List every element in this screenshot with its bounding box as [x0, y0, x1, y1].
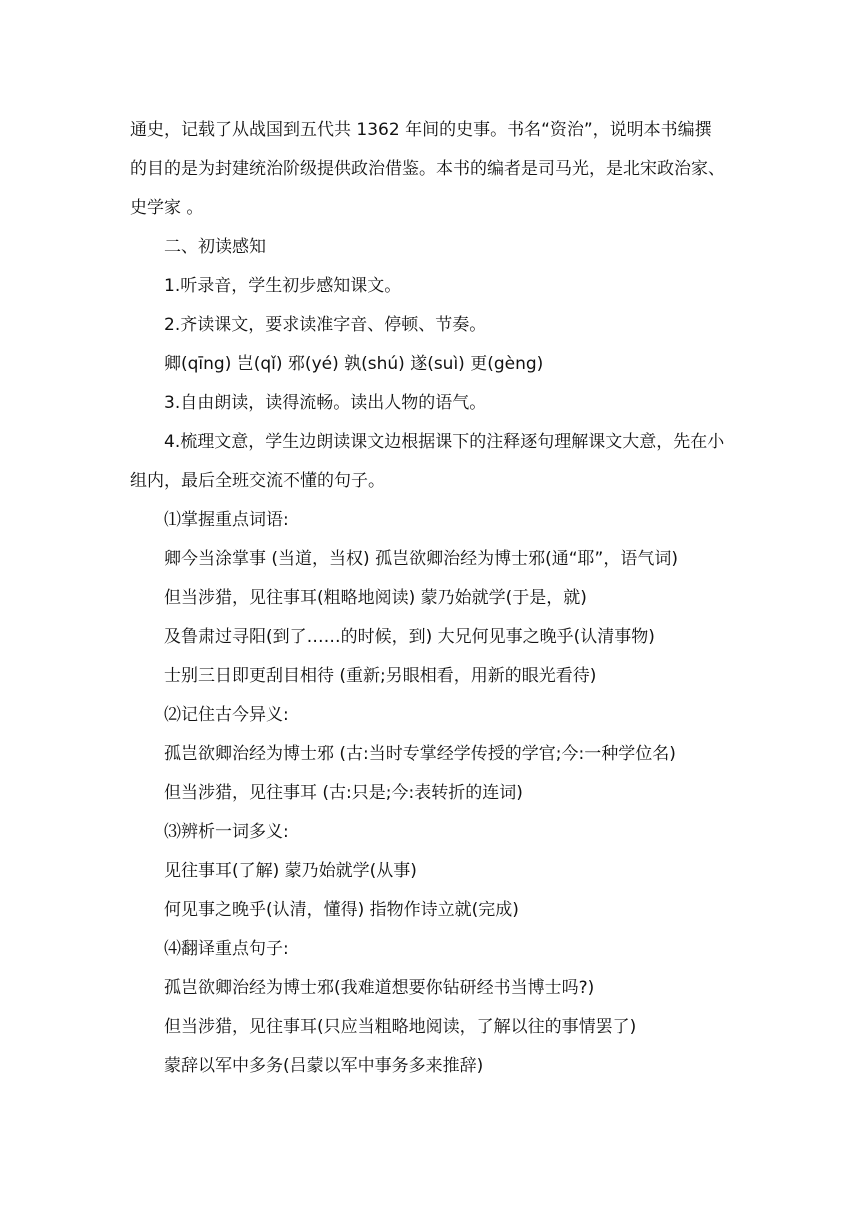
text-line: 组内，最后全班交流不懂的句子。 — [130, 471, 385, 491]
text-line: 的目的是为封建统治阶级提供政治借鉴。本书的编者是司马光，是北宋政治家、 — [130, 159, 725, 179]
text-line: 卿今当涂掌事 (当道，当权) 孤岂欲卿治经为博士邪(通“耶”，语气词) — [164, 549, 678, 569]
text-line: 通史，记载了从战国到五代共 1362 年间的史事。书名“资治”，说明本书编撰 — [130, 120, 712, 140]
text-line: 及鲁肃过寻阳(到了……的时候，到) 大兄何见事之晚乎(认清事物) — [164, 627, 655, 647]
text-line: 蒙辞以军中多务(吕蒙以军中事务多来推辞) — [164, 1056, 484, 1076]
text-line: 见往事耳(了解) 蒙乃始就学(从事) — [164, 861, 417, 881]
text-line: 史学家 。 — [130, 198, 204, 218]
text-line: ⑷翻译重点句子: — [164, 939, 289, 959]
text-line: ⑶辨析一词多义: — [164, 822, 289, 842]
text-line: ⑴掌握重点词语: — [164, 510, 289, 530]
text-line: 1.听录音，学生初步感知课文。 — [164, 276, 402, 296]
text-line: 但当涉猎，见往事耳(粗略地阅读) 蒙乃始就学(于是，就) — [164, 588, 587, 608]
text-line: 何见事之晚乎(认清，懂得) 指物作诗立就(完成) — [164, 900, 519, 920]
text-line: 但当涉猎，见往事耳(只应当粗略地阅读，了解以往的事情罢了) — [164, 1017, 637, 1037]
text-line: 士别三日即更刮目相待 (重新;另眼相看，用新的眼光看待) — [164, 666, 597, 686]
text-line: 孤岂欲卿治经为博士邪(我难道想要你钻研经书当博士吗?) — [164, 978, 595, 998]
text-line: 二、初读感知 — [164, 237, 266, 257]
text-line: 2.齐读课文，要求读准字音、停顿、节奏。 — [164, 315, 487, 335]
text-line: 孤岂欲卿治经为博士邪 (古:当时专掌经学传授的学官;今:一种学位名) — [164, 744, 676, 764]
text-line: ⑵记住古今异义: — [164, 705, 289, 725]
document-body — [130, 111, 745, 1086]
text-line: 卿(qīng) 岂(qǐ) 邪(yé) 孰(shú) 遂(suì) 更(gèng) — [164, 354, 544, 374]
text-line: 3.自由朗读，读得流畅。读出人物的语气。 — [164, 393, 487, 413]
text-line: 但当涉猎，见往事耳 (古:只是;今:表转折的连词) — [164, 783, 523, 803]
text-line: 4.梳理文意，学生边朗读课文边根据课下的注释逐句理解课文大意，先在小 — [164, 432, 725, 452]
